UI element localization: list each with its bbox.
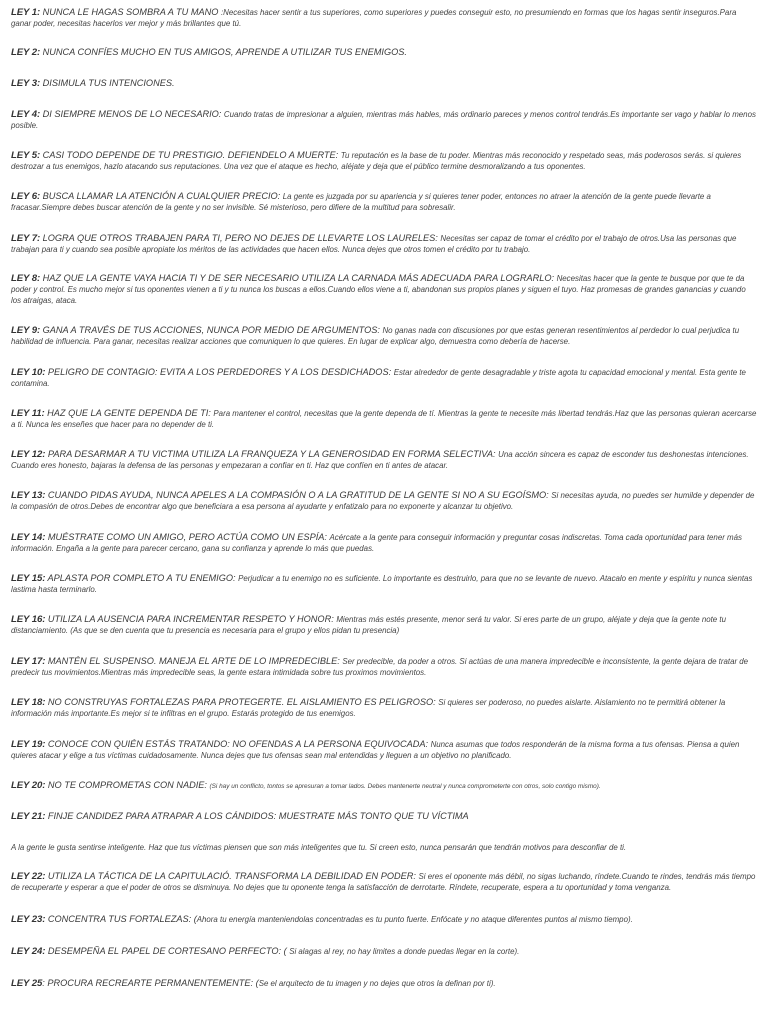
law-description: Si alagas al rey, no hay limites a donde puedas llegar en la corte). <box>289 947 520 956</box>
law-number: LEY 4: <box>11 109 41 120</box>
law-description: Acércate a la gente para conseguir información y preguntar cosas indiscretas. Toma cada oportunidad para tener más información. Engaña a la gente para parecer cercano, gana su confianza y aprende lo más que puedas. <box>11 533 742 553</box>
law-4 <box>11 109 757 131</box>
law-description: Estar alrededor de gente desagradable y triste agota tu capacidad emocional y mental. Esta gente te contamina. <box>11 368 746 388</box>
law-8 <box>11 273 757 306</box>
law-23 <box>11 914 757 925</box>
law-number: LEY 9: <box>11 325 41 336</box>
law-number: LEY 17: <box>11 656 46 667</box>
law-15 <box>11 573 757 595</box>
law-7 <box>11 233 757 255</box>
law-number: LEY 23: <box>11 914 46 925</box>
law-description: Si eres el oponente más débil, no sigas luchando, ríndete.Cuando te rindes, tendrás más tiempo de recuperarte y esperar a que el poder de otros se disminuya. No dejes que tu oponente tenga la satisfacción de derrotarte. Ríndete, recuperate, espera a tu oportunidad y toma venganza. <box>11 872 756 892</box>
law-24 <box>11 946 757 957</box>
law-19 <box>11 739 757 761</box>
law-description: :Necesitas hacer sentir a tus superiores, como superiores y puedes conseguir esto, no presumiendo en formas que los hagas sentir inseguros.Para ganar poder, necesitas hacerlos ver mejor y más brillantes que tú. <box>11 8 737 28</box>
law-title: DESEMPEÑA EL PAPEL DE CORTESANO PERFECTO: ( <box>45 946 290 956</box>
law-title: CUANDO PIDAS AYUDA, NUNCA APELES A LA COMPASIÓN O A LA GRATITUD DE LA GENTE SI NO A SU EGOÍSMO: <box>45 490 552 500</box>
law-description: Si necesitas ayuda, no puedes ser humilde y depender de la compasión de otros.Debes de encontrar algo que beneficiara a esa persona al ayudarte y enfatizalo para no exponerte y alcanzar tu objetivo. <box>11 491 755 511</box>
law-description: Para mantener el control, necesitas que la gente dependa de tí. Mientras la gente te necesite más libertad tendrás.Haz que las personas quieran acercarse a ti. Nunca les enseñes que hacer para no depender de ti. <box>11 409 757 429</box>
law-description: Si quieres ser poderoso, no puedes aislarte. Aislamiento no te permitirá obtener la información más importante.Es mejor si te infiltras en el grupo. Estarás protegido de tus enemigos. <box>11 698 726 718</box>
law-description: Tu reputación es la base de tu poder. Mientras más reconocido y respetado seas, más poderosos serás. si quieres destrozar a tus enemigos, hazlo atacando sus reputaciones. Una vez que el ataque es hecho, aléjate y deja que el público termine desmoralizando a tus oponentes. <box>11 151 742 171</box>
law-title: FINJE CANDIDEZ PARA ATRAPAR A LOS CÁNDIDOS: MUESTRATE MÁS TONTO QUE TU VÍCTIMA <box>45 811 469 821</box>
law-description: La gente es juzgada por su apariencia y si quieres tener poder, entonces no atraer la atención de la gente puede llevarte a fracasar.Siempre debes buscar atención de la gente y no ser invisible. Sé misterioso, pero difiere de la multitud para sobresalir. <box>11 192 711 212</box>
law-title: NUNCA LE HAGAS SOMBRA A TU MANO <box>40 7 221 17</box>
law-title: NO TE COMPROMETAS CON NADIE: <box>45 780 210 790</box>
law-17 <box>11 656 757 678</box>
law-13 <box>11 490 757 512</box>
law-number: LEY 25 <box>11 978 43 989</box>
law-title: PELIGRO DE CONTAGIO: EVITA A LOS PERDEDORES Y A LOS DESDICHADOS: <box>45 367 394 377</box>
law-description: Mientras más estés presente, menor será tu valor. Si eres parte de un grupo, aléjate y deja que la gente note tu distanciamiento. (As que se den cuenta que tu presencia es necesaria para el grupo y ellos pidan tu presencia) <box>11 615 726 635</box>
law-title: DI SIEMPRE MENOS DE LO NECESARIO: <box>40 109 224 119</box>
law-number: LEY 22: <box>11 871 46 882</box>
law-title: CONOCE CON QUIÉN ESTÁS TRATANDO: NO OFENDAS A LA PERSONA EQUIVOCADA: <box>45 739 431 749</box>
law-number: LEY 20: <box>11 780 46 791</box>
law-22 <box>11 871 757 893</box>
law-number: LEY 5: <box>11 150 41 161</box>
law-title: NO CONSTRUYAS FORTALEZAS PARA PROTEGERTE. EL AISLAMIENTO ES PELIGROSO: <box>45 697 439 707</box>
law-title: APLASTA POR COMPLETO A TU ENEMIGO: <box>45 573 239 583</box>
law-6 <box>11 191 757 213</box>
law-title: UTILIZA LA AUSENCIA PARA INCREMENTAR RESPETO Y HONOR: <box>45 614 337 624</box>
law-number: LEY 3: <box>11 78 41 89</box>
law-description: Nunca asumas que todos responderán de la misma forma a tus ofensas. Piensa a quien quieres atacar y elige a tus víctimas cuidadosamente. Nunca dejes que tus ofensas sean mal entendidas y lleguen a un objetivo no planificado. <box>11 740 740 760</box>
law-16 <box>11 614 757 636</box>
law-21 <box>11 811 757 822</box>
law-2 <box>11 47 757 58</box>
law-title: UTILIZA LA TÁCTICA DE LA CAPITULACIÓ. TRANSFORMA LA DEBILIDAD EN PODER: <box>45 871 419 881</box>
law-title: : PROCURA RECREARTE PERMANENTEMENTE: ( <box>42 978 259 988</box>
law-5 <box>11 150 757 172</box>
law-number: LEY 18: <box>11 697 46 708</box>
law-description: Cuando tratas de impresionar a alguien, mientras más hables, más ordinario pareces y menos control tendrás.Es importante ser vago y hablar lo menos posible. <box>11 110 756 130</box>
law-number: LEY 6: <box>11 191 41 202</box>
law-number: LEY 12: <box>11 449 46 460</box>
law-number: LEY 2: <box>11 47 41 58</box>
law-description: Se el arquitecto de tu imagen y no dejes que otros la definan por ti). <box>258 979 496 988</box>
law-number: LEY 16: <box>11 614 46 625</box>
law-25 <box>11 978 757 989</box>
law-number: LEY 11: <box>11 408 45 419</box>
law-title: BUSCA LLAMAR LA ATENCIÓN A CUALQUIER PRECIO: <box>40 191 283 201</box>
law-number: LEY 15: <box>11 573 46 584</box>
law-number: LEY 19: <box>11 739 46 750</box>
law-title: CONCENTRA TUS FORTALEZAS: ( <box>45 914 197 924</box>
law-14 <box>11 532 757 554</box>
law-title: NUNCA CONFÍES MUCHO EN TUS AMIGOS, APRENDE A UTILIZAR TUS ENEMIGOS. <box>40 47 407 57</box>
law-title: HAZ QUE LA GENTE DEPENDA DE TI: <box>44 408 214 418</box>
law-description: Una acción sincera es capaz de esconder tus deshonestas intenciones. Cuando eres honesto, bajaras la defensa de las personas y empezaran a confiar en ti. Haz que confíen en ti antes de atacar. <box>11 450 749 470</box>
law-title: DISIMULA TUS INTENCIONES. <box>40 78 175 88</box>
law-11 <box>11 408 757 430</box>
law-title: PARA DESARMAR A TU VICTIMA UTILIZA LA FRANQUEZA Y LA GENEROSIDAD EN FORMA SELECTIVA: <box>45 449 499 459</box>
law-10 <box>11 367 757 389</box>
law-number: LEY 24: <box>11 946 46 957</box>
law-number: LEY 7: <box>11 233 41 244</box>
law-3 <box>11 78 757 89</box>
law-12 <box>11 449 757 471</box>
law-number: LEY 13: <box>11 490 46 501</box>
law-title: HAZ QUE LA GENTE VAYA HACIA TI Y DE SER NECESARIO UTILIZA LA CARNADA MÁS ADECUADA PARA LOGRARLO: <box>40 273 557 283</box>
law-number: LEY 10: <box>11 367 46 378</box>
law-20 <box>11 780 757 792</box>
law-21-paragraph: A la gente le gusta sentirse inteligente. Haz que tus víctimas piensen que son más inteligentes que tu. Si creen esto, nunca pensarán que tendrán motivos para desconfiar de ti. <box>11 843 627 852</box>
law-title: GANA A TRAVÉS DE TUS ACCIONES, NUNCA POR MEDIO DE ARGUMENTOS: <box>40 325 383 335</box>
law-18 <box>11 697 757 719</box>
law-title: MUÉSTRATE COMO UN AMIGO, PERO ACTÚA COMO UN ESPÍA: <box>45 532 330 542</box>
law-title: CASI TODO DEPENDE DE TU PRESTIGIO. DEFIENDELO A MUERTE: <box>40 150 341 160</box>
law-9 <box>11 325 757 347</box>
law-1 <box>11 7 757 29</box>
law-description: No ganas nada con discusiones por que estas generan resentimientos al perdedor lo cual perjudica tu habilidad de influencia. Para ganar, necesitas realizar acciones que comuniquen lo que quieres. En lugar de explicar algo, demuestra como debería de hacerse. <box>11 326 740 346</box>
law-description: Perjudicar a tu enemigo no es suficiente. Lo importante es destruirlo, para que no se levante de nuevo. Atacalo en mente y espíritu y nunca sientas lastima hasta terminarlo. <box>11 574 753 594</box>
law-title: MANTÉN EL SUSPENSO. MANEJA EL ARTE DE LO IMPREDECIBLE: <box>45 656 343 666</box>
law-description: Necesitas hacer que la gente te busque por que te da poder y control. Es mucho mejor si tus oponentes vienen a ti y tu nunca los buscas a ellos.Cuando ellos viene a ti, abandonan sus propios planes y siguen el tuyo. Haz promesas de grandes ganancias y cuando los atraigas, ataca. <box>11 274 746 305</box>
law-description: Necesitas ser capaz de tomar el crédito por el trabajo de otros.Usa las personas que trabajan para ti y cuando sea posible apropiate los méritos de las actividades que hacen ellos. Nunca dejes que otros tomen el crédito por tu trabajo. <box>11 234 737 254</box>
law-description: Ser predecible, da poder a otros. Si actúas de una manera impredecible e inconsistente, la gente dejara de tratar de predecir tus movimientos.Mientras más impredecible seas, la gente estara intimidada sobre tus proximos movimientos. <box>11 657 749 677</box>
law-title: LOGRA QUE OTROS TRABAJEN PARA TI, PERO NO DEJES DE LLEVARTE LOS LAURELES: <box>40 233 441 243</box>
law-number: LEY 21: <box>11 811 46 822</box>
law-description: (Si hay un conflicto, tontos se apresuran a tomar lados. Debes mantenerte neutral y nunca comprometerte con otros, solo contigo mismo). <box>209 783 601 790</box>
law-description: Ahora tu energía manteniendolas concentradas es tu punto fuerte. Enfócate y no ataque diferentes puntos al mismo tiempo). <box>196 915 633 924</box>
law-number: LEY 14: <box>11 532 46 543</box>
law-number: LEY 8: <box>11 273 41 284</box>
law-number: LEY 1: <box>11 7 41 18</box>
